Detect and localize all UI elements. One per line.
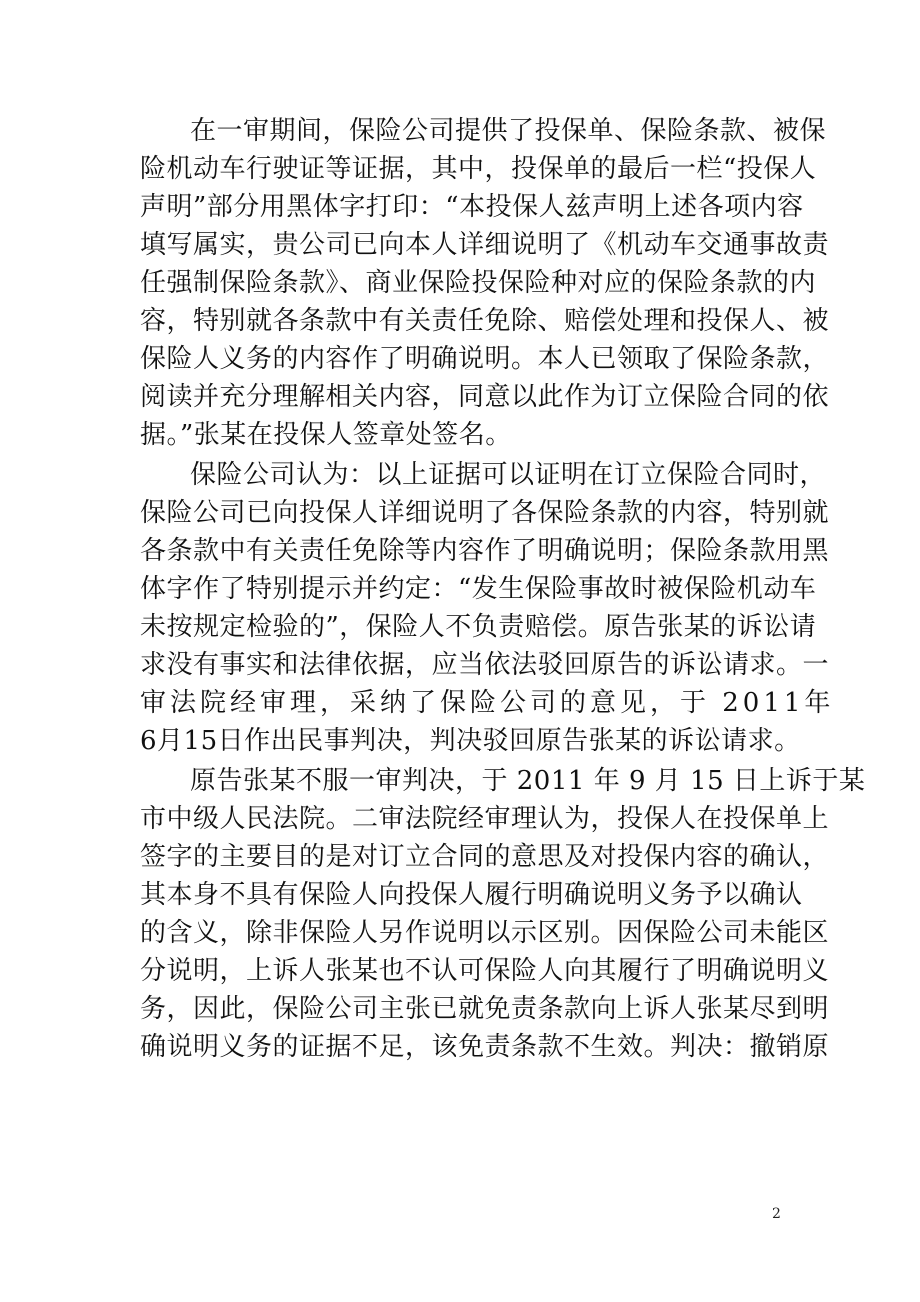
paragraph-line: 务，因此，保险公司主张已就免责条款向上诉人张某尽到明 — [140, 994, 830, 1024]
paragraph-line: 容，特别就各条款中有关责任免除、赔偿处理和投保人、被 — [140, 306, 830, 336]
paragraph-line: 在一审期间，保险公司提供了投保单、保险条款、被保 — [190, 116, 827, 146]
paragraph-line: 各条款中有关责任免除等内容作了明确说明；保险条款用黑 — [140, 536, 830, 566]
paragraph-line: 的含义，除非保险人另作说明以示区别。因保险公司未能区 — [140, 918, 830, 948]
paragraph-line: 险机动车行驶证等证据，其中，投保单的最后一栏“投保人 — [140, 154, 817, 184]
paragraph-line: 保险公司已向投保人详细说明了各保险条款的内容，特别就 — [140, 498, 830, 528]
paragraph-line: 市中级人民法院。二审法院经审理认为，投保人在投保单上 — [140, 804, 830, 834]
paragraph-line: 体字作了特别提示并约定：“发生保险事故时被保险机动车 — [140, 574, 817, 604]
paragraph-line: 未按规定检验的”，保险人不负责赔偿。原告张某的诉讼请 — [140, 612, 817, 642]
paragraph-line: 保险公司认为：以上证据可以证明在订立保险合同时， — [190, 460, 827, 490]
paragraph-line: 求没有事实和法律依据，应当依法驳回原告的诉讼请求。一 — [140, 650, 830, 680]
paragraph-line: 填写属实，贵公司已向本人详细说明了《机动车交通事故责 — [140, 230, 830, 260]
paragraph-line: 据。”张某在投保人签章处签名。 — [140, 420, 512, 450]
paragraph-line: 原告张某不服一审判决，于 2011 年 9 月 15 日上诉于某 — [190, 766, 866, 796]
paragraph-line: 签字的主要目的是对订立合同的意思及对投保内容的确认， — [140, 842, 830, 872]
page-number: 2 — [772, 1206, 781, 1222]
paragraph-line: 确说明义务的证据不足，该免责条款不生效。判决：撤销原 — [140, 1032, 830, 1062]
paragraph-line: 保险人义务的内容作了明确说明。本人已领取了保险条款， — [140, 344, 830, 374]
paragraph-line: 其本身不具有保险人向投保人履行明确说明义务予以确认 — [140, 880, 803, 910]
paragraph-line: 分说明，上诉人张某也不认可保险人向其履行了明确说明义 — [140, 956, 830, 986]
paragraph-line: 6月15日作出民事判决，判决驳回原告张某的诉讼请求。 — [140, 726, 801, 756]
paragraph-line: 审法院经审理，采纳了保险公司的意见，于 2011年 — [140, 688, 835, 718]
paragraph-line: 声明”部分用黑体字打印：“本投保人兹声明上述各项内容 — [140, 192, 804, 222]
paragraph-line: 阅读并充分理解相关内容，同意以此作为订立保险合同的依 — [140, 382, 830, 412]
paragraph-line: 任强制保险条款》、商业保险投保险种对应的保险条款的内 — [140, 268, 817, 298]
